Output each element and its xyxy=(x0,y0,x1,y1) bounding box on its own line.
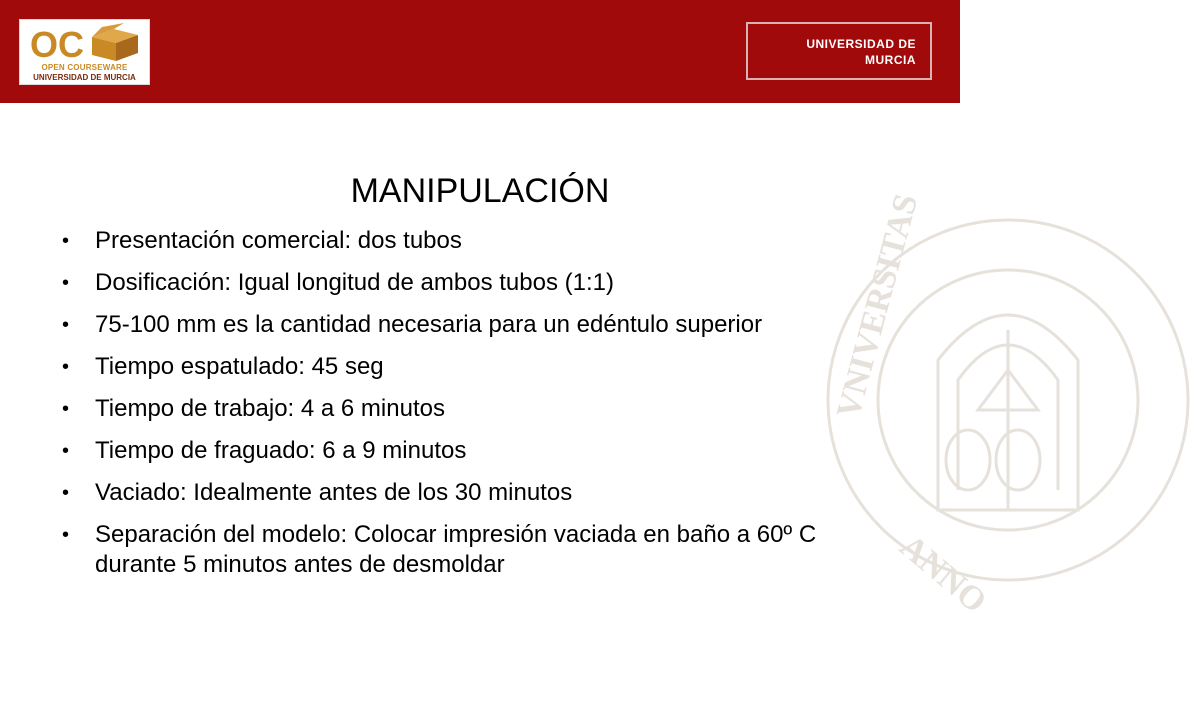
university-logo-line1: UNIVERSIDAD DE xyxy=(806,37,916,51)
list-item-text: Vaciado: Idealmente antes de los 30 minutos xyxy=(95,479,573,506)
slide-title: MANIPULACIÓN xyxy=(350,172,610,210)
list-item-text: Presentación comercial: dos tubos xyxy=(95,227,462,254)
list-item xyxy=(62,436,862,466)
list-item-text: Separación del modelo: Colocar impresión vaciada en baño a 60º C durante 5 minutos antes de desmoldar xyxy=(95,521,817,578)
list-item-text: 75-100 mm es la cantidad necesaria para un edéntulo superior xyxy=(95,311,763,338)
bullet-icon: • xyxy=(62,524,70,546)
university-logo-line2: MURCIA xyxy=(865,53,916,67)
list-item-text: Dosificación: Igual longitud de ambos tubos (1:1) xyxy=(95,269,614,296)
svg-text:VNIVERSITAS: VNIVERSITAS xyxy=(829,190,926,423)
ocw-logo-line2: UNIVERSIDAD DE MURCIA xyxy=(33,73,136,82)
bullet-icon: • xyxy=(62,398,70,420)
bullet-icon: • xyxy=(62,314,70,336)
list-item xyxy=(62,268,862,298)
university-seal-icon xyxy=(818,190,1198,621)
university-logo xyxy=(746,22,932,80)
list-item xyxy=(62,478,862,508)
bullet-icon: • xyxy=(62,356,70,378)
list-item-text: Tiempo espatulado: 45 seg xyxy=(95,353,384,380)
bullet-icon: • xyxy=(62,272,70,294)
bullet-icon: • xyxy=(62,230,70,252)
svg-text:ANNO: ANNO xyxy=(892,527,994,621)
list-item-text: Tiempo de trabajo: 4 a 6 minutos xyxy=(95,395,445,422)
bullet-list xyxy=(62,226,862,592)
bullet-icon: • xyxy=(62,482,70,504)
ocw-box-icon xyxy=(28,23,148,63)
list-item-text: Tiempo de fraguado: 6 a 9 minutos xyxy=(95,437,467,464)
header-bar xyxy=(0,0,960,103)
list-item xyxy=(62,520,862,580)
bullet-icon: • xyxy=(62,440,70,462)
list-item xyxy=(62,394,862,424)
ocw-logo xyxy=(19,19,150,85)
ocw-logo-line1: OPEN COURSEWARE xyxy=(41,63,128,72)
list-item xyxy=(62,352,862,382)
list-item xyxy=(62,226,862,256)
svg-text:OC: OC xyxy=(30,24,84,65)
list-item xyxy=(62,310,862,340)
